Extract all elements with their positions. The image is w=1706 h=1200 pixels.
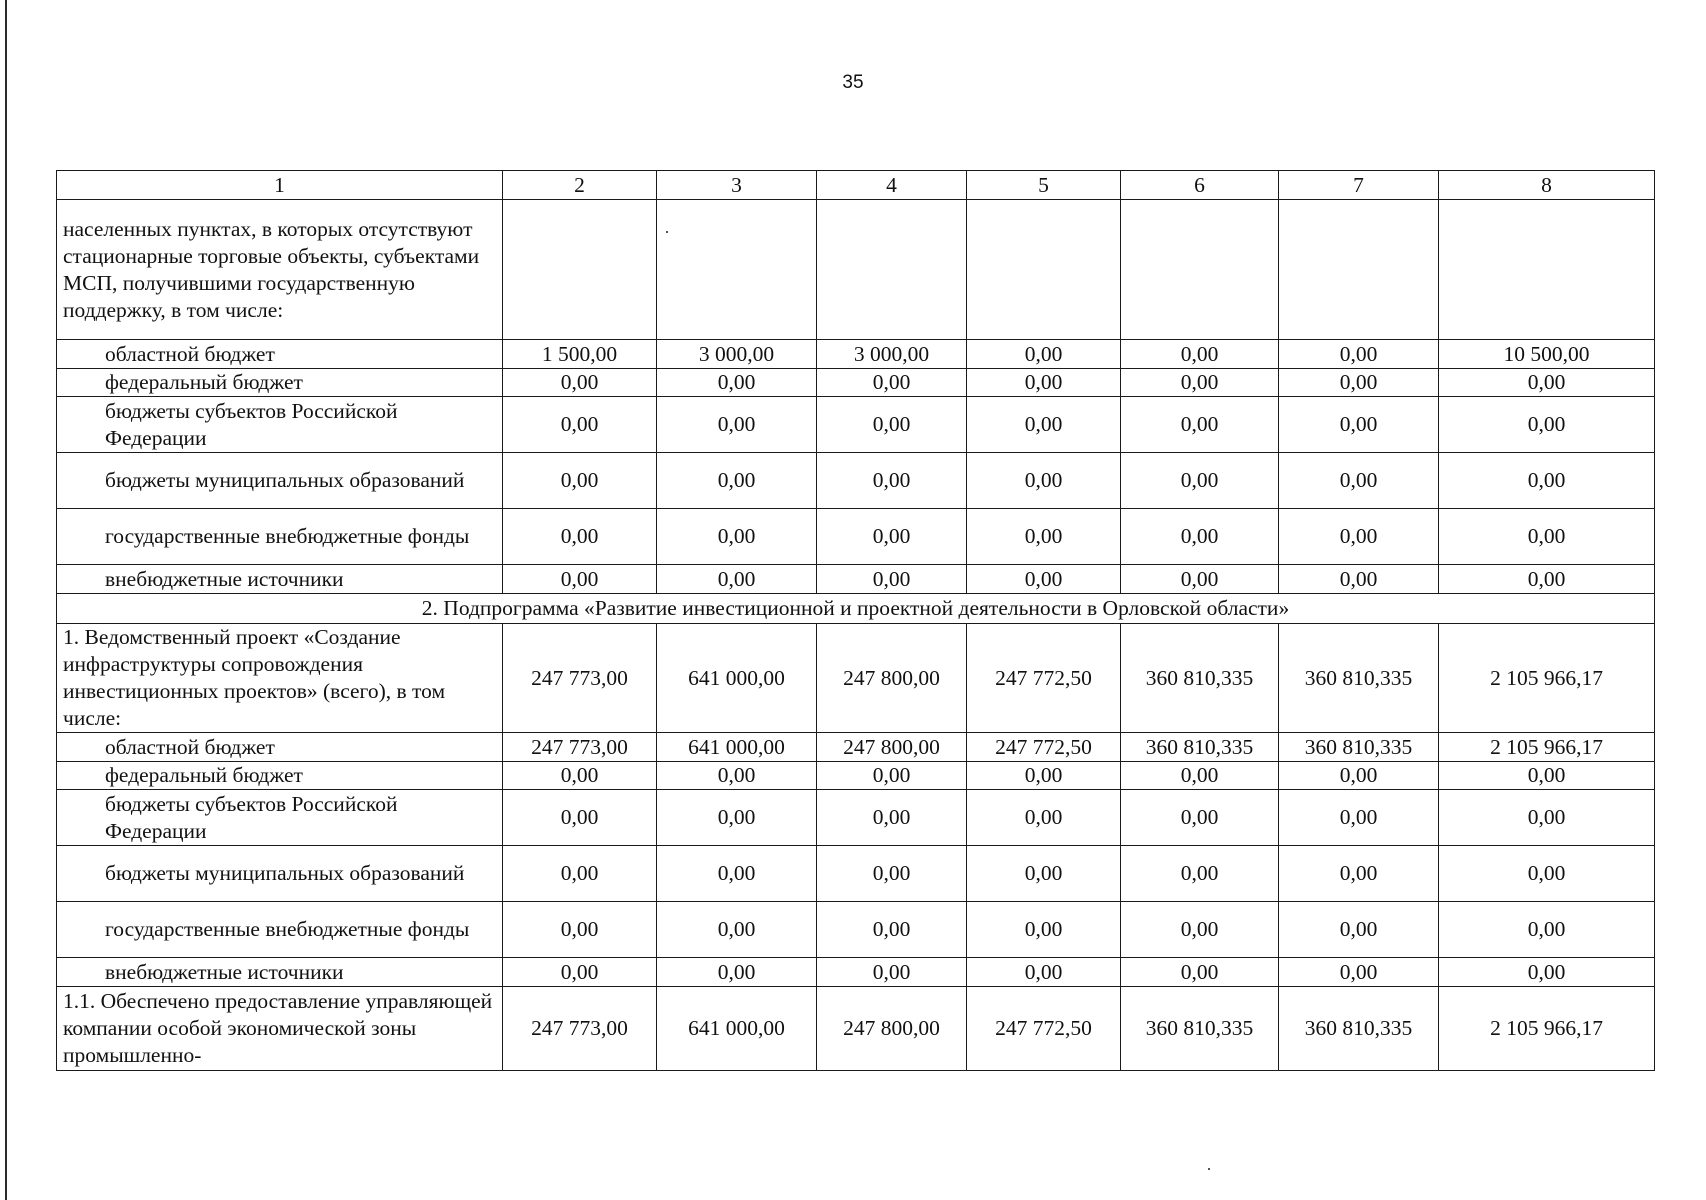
value-cell: 360 810,335 <box>1121 987 1279 1071</box>
column-header: 6 <box>1121 171 1279 200</box>
table-row <box>57 790 1655 846</box>
table-row <box>57 340 1655 369</box>
value-cell: 0,00 <box>1439 790 1655 846</box>
value-cell: 0,00 <box>657 369 817 397</box>
table-row <box>57 397 1655 453</box>
value-cell: 0,00 <box>967 762 1121 790</box>
value-cell: 0,00 <box>817 397 967 453</box>
value-cell: 0,00 <box>1279 902 1439 958</box>
column-header: 3 <box>657 171 817 200</box>
header-row <box>57 171 1655 200</box>
value-cell: 247 800,00 <box>817 733 967 762</box>
value-cell: 0,00 <box>1121 846 1279 902</box>
value-cell: 0,00 <box>1439 565 1655 594</box>
value-cell <box>1439 200 1655 340</box>
value-cell: 641 000,00 <box>657 733 817 762</box>
value-cell: 0,00 <box>967 369 1121 397</box>
value-cell: 0,00 <box>1121 340 1279 369</box>
value-cell: 0,00 <box>503 397 657 453</box>
value-cell: 0,00 <box>1279 340 1439 369</box>
value-cell: 0,00 <box>657 846 817 902</box>
row-label: бюджеты субъектов Российской Федерации <box>57 397 503 453</box>
value-cell: 0,00 <box>817 453 967 509</box>
table-row <box>57 958 1655 987</box>
value-cell: 0,00 <box>1439 453 1655 509</box>
value-cell: 0,00 <box>657 453 817 509</box>
value-cell: 0,00 <box>1279 565 1439 594</box>
value-cell: 0,00 <box>1121 790 1279 846</box>
value-cell: 0,00 <box>967 397 1121 453</box>
row-label: федеральный бюджет <box>57 369 503 397</box>
value-cell: 0,00 <box>1439 846 1655 902</box>
value-cell: 0,00 <box>1279 397 1439 453</box>
value-cell: 247 800,00 <box>817 987 967 1071</box>
page-edge-line <box>5 0 7 1200</box>
value-cell: 0,00 <box>503 846 657 902</box>
value-cell: 1 500,00 <box>503 340 657 369</box>
value-cell: 360 810,335 <box>1279 987 1439 1071</box>
value-cell: 0,00 <box>1279 762 1439 790</box>
column-header: 7 <box>1279 171 1439 200</box>
table-row <box>57 733 1655 762</box>
section-title: 2. Подпрограмма «Развитие инвестиционной и проектной деятельности в Орловской области» <box>57 594 1655 624</box>
value-cell: 2 105 966,17 <box>1439 987 1655 1071</box>
table-row <box>57 846 1655 902</box>
value-cell: 247 772,50 <box>967 733 1121 762</box>
value-cell: 0,00 <box>817 762 967 790</box>
row-label: 1. Ведомственный проект «Создание инфраструктуры сопровождения инвестиционных проектов» (всего), в том числе: <box>57 624 503 733</box>
value-cell: 0,00 <box>503 902 657 958</box>
value-cell: 0,00 <box>967 340 1121 369</box>
column-header: 1 <box>57 171 503 200</box>
row-label: бюджеты субъектов Российской Федерации <box>57 790 503 846</box>
value-cell <box>817 200 967 340</box>
value-cell: 247 773,00 <box>503 733 657 762</box>
value-cell: 0,00 <box>1279 453 1439 509</box>
value-cell: 0,00 <box>1279 958 1439 987</box>
value-cell: 0,00 <box>817 846 967 902</box>
value-cell: 0,00 <box>967 790 1121 846</box>
row-label: внебюджетные источники <box>57 958 503 987</box>
table-row <box>57 369 1655 397</box>
value-cell: 0,00 <box>1279 509 1439 565</box>
value-cell: 0,00 <box>967 509 1121 565</box>
row-label: бюджеты муниципальных образований <box>57 846 503 902</box>
value-cell: 0,00 <box>817 790 967 846</box>
row-label: государственные внебюджетные фонды <box>57 902 503 958</box>
value-cell: 2 105 966,17 <box>1439 624 1655 733</box>
row-label: бюджеты муниципальных образований <box>57 453 503 509</box>
value-cell: 0,00 <box>1121 565 1279 594</box>
row-label: областной бюджет <box>57 733 503 762</box>
value-cell <box>657 200 817 340</box>
table-row <box>57 565 1655 594</box>
value-cell: 247 773,00 <box>503 987 657 1071</box>
value-cell: 247 772,50 <box>967 987 1121 1071</box>
value-cell: 247 772,50 <box>967 624 1121 733</box>
value-cell: 0,00 <box>1121 902 1279 958</box>
value-cell: 0,00 <box>1439 958 1655 987</box>
value-cell <box>1279 200 1439 340</box>
value-cell <box>1121 200 1279 340</box>
value-cell: 360 810,335 <box>1279 733 1439 762</box>
page-number: 35 <box>842 72 864 93</box>
column-header: 5 <box>967 171 1121 200</box>
value-cell: 0,00 <box>817 509 967 565</box>
row-label: внебюджетные источники <box>57 565 503 594</box>
value-cell: 0,00 <box>503 790 657 846</box>
value-cell: 360 810,335 <box>1279 624 1439 733</box>
value-cell: 0,00 <box>503 565 657 594</box>
value-cell: 0,00 <box>503 509 657 565</box>
column-header: 8 <box>1439 171 1655 200</box>
value-cell: 3 000,00 <box>817 340 967 369</box>
value-cell: 360 810,335 <box>1121 733 1279 762</box>
scan-speck <box>1208 1168 1210 1170</box>
value-cell: 0,00 <box>1439 397 1655 453</box>
table-row <box>57 200 1655 340</box>
value-cell <box>503 200 657 340</box>
value-cell: 2 105 966,17 <box>1439 733 1655 762</box>
value-cell: 0,00 <box>817 902 967 958</box>
value-cell: 3 000,00 <box>657 340 817 369</box>
table-row <box>57 987 1655 1071</box>
value-cell: 0,00 <box>967 958 1121 987</box>
value-cell: 247 800,00 <box>817 624 967 733</box>
value-cell: 0,00 <box>657 565 817 594</box>
value-cell <box>967 200 1121 340</box>
value-cell: 0,00 <box>1121 369 1279 397</box>
table-body <box>57 200 1655 1071</box>
value-cell: 0,00 <box>1121 762 1279 790</box>
table-row <box>57 624 1655 733</box>
value-cell: 0,00 <box>657 762 817 790</box>
value-cell: 0,00 <box>657 509 817 565</box>
scan-speck <box>666 231 668 233</box>
value-cell: 0,00 <box>817 369 967 397</box>
value-cell: 0,00 <box>1439 762 1655 790</box>
value-cell: 0,00 <box>1121 397 1279 453</box>
value-cell: 0,00 <box>967 902 1121 958</box>
value-cell: 0,00 <box>503 958 657 987</box>
value-cell: 0,00 <box>657 902 817 958</box>
row-label: государственные внебюджетные фонды <box>57 509 503 565</box>
value-cell: 10 500,00 <box>1439 340 1655 369</box>
row-label: областной бюджет <box>57 340 503 369</box>
value-cell: 0,00 <box>657 790 817 846</box>
value-cell: 0,00 <box>503 369 657 397</box>
value-cell: 360 810,335 <box>1121 624 1279 733</box>
value-cell: 0,00 <box>657 958 817 987</box>
value-cell: 0,00 <box>657 397 817 453</box>
value-cell: 0,00 <box>967 846 1121 902</box>
value-cell: 0,00 <box>503 453 657 509</box>
value-cell: 0,00 <box>1121 453 1279 509</box>
column-header: 4 <box>817 171 967 200</box>
value-cell: 641 000,00 <box>657 624 817 733</box>
row-label: населенных пунктах, в которых отсутствуют стационарные торговые объекты, субъектами МСП, получившими государственную поддержку, в том числе: <box>57 200 503 340</box>
column-header: 2 <box>503 171 657 200</box>
value-cell: 0,00 <box>1121 509 1279 565</box>
value-cell: 0,00 <box>817 565 967 594</box>
value-cell: 247 773,00 <box>503 624 657 733</box>
value-cell: 641 000,00 <box>657 987 817 1071</box>
table-row <box>57 453 1655 509</box>
table-row <box>57 762 1655 790</box>
value-cell: 0,00 <box>1279 790 1439 846</box>
table-row <box>57 509 1655 565</box>
section-row <box>57 594 1655 624</box>
budget-table <box>56 170 1655 1071</box>
value-cell: 0,00 <box>503 762 657 790</box>
value-cell: 0,00 <box>1279 846 1439 902</box>
value-cell: 0,00 <box>967 565 1121 594</box>
table-row <box>57 902 1655 958</box>
row-label: федеральный бюджет <box>57 762 503 790</box>
value-cell: 0,00 <box>1121 958 1279 987</box>
value-cell: 0,00 <box>1279 369 1439 397</box>
value-cell: 0,00 <box>1439 902 1655 958</box>
value-cell: 0,00 <box>1439 369 1655 397</box>
value-cell: 0,00 <box>967 453 1121 509</box>
row-label: 1.1. Обеспечено предоставление управляющей компании особой экономической зоны промышленно- <box>57 987 503 1071</box>
value-cell: 0,00 <box>1439 509 1655 565</box>
value-cell: 0,00 <box>817 958 967 987</box>
